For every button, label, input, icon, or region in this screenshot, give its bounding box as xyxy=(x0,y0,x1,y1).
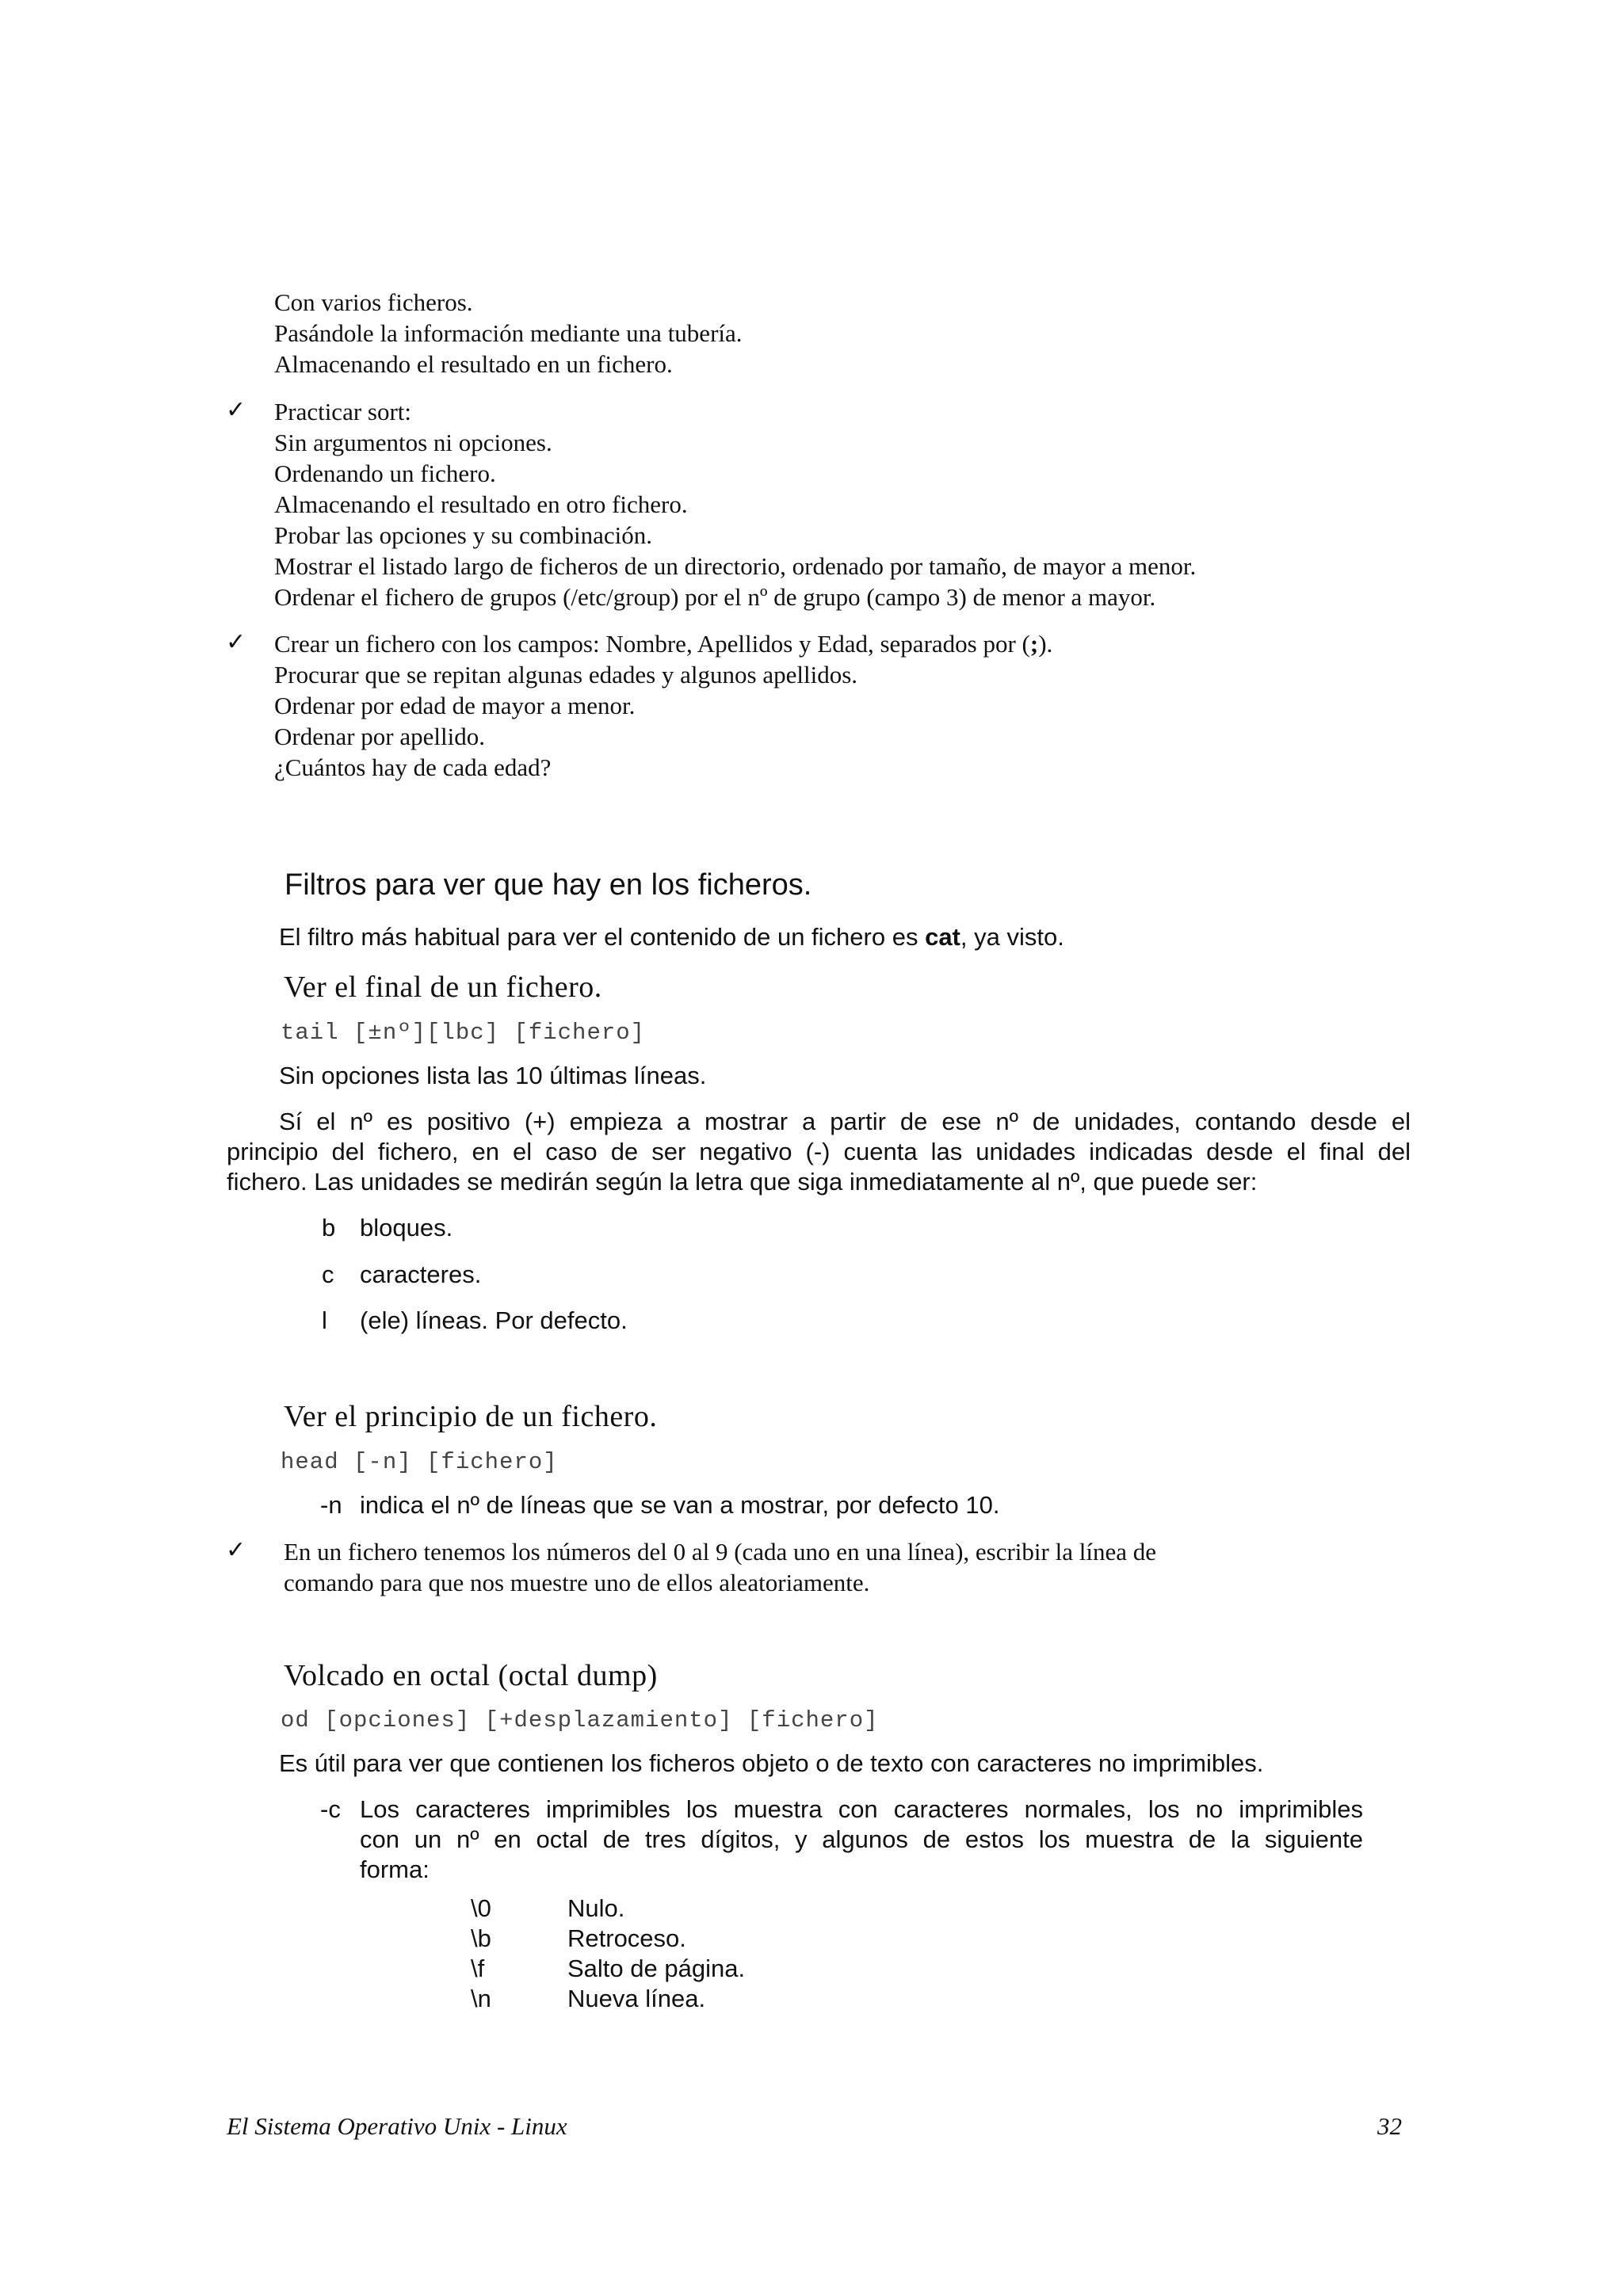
text-line: Ordenar por edad de mayor a menor. xyxy=(274,692,636,719)
text-line: Practicar sort: xyxy=(274,398,412,425)
command-syntax: head [-n] [fichero] xyxy=(281,1449,558,1475)
unit-desc: caracteres. xyxy=(360,1261,482,1288)
unit-desc: (ele) líneas. Por defecto. xyxy=(360,1306,628,1334)
escape-code: \f xyxy=(471,1955,485,1982)
text-line: comando para que nos muestre uno de ellos aleatoriamente. xyxy=(284,1569,870,1596)
text-line xyxy=(279,922,1064,952)
text-line: Almacenando el resultado en otro fichero. xyxy=(274,490,688,518)
text-line xyxy=(274,628,1052,659)
unit-desc: bloques. xyxy=(360,1214,453,1241)
bold-text: ; xyxy=(1029,630,1039,658)
subsection-heading: Volcado en octal (octal dump) xyxy=(284,1659,658,1692)
text-line: Pasándole la información mediante una tubería. xyxy=(274,319,743,347)
text-line: Sin argumentos ni opciones. xyxy=(274,429,552,456)
text-line: Sin opciones lista las 10 últimas líneas. xyxy=(279,1062,707,1089)
text-line: Procurar que se repitan algunas edades y algunos apellidos. xyxy=(274,661,858,688)
text-line: Ordenar por apellido. xyxy=(274,723,485,750)
text-line: ¿Cuántos hay de cada edad? xyxy=(274,753,552,781)
checkmark-icon: ✓ xyxy=(226,396,246,424)
option-key: -c xyxy=(320,1795,341,1823)
text-line: Es útil para ver que contienen los ficheros objeto o de texto con caracteres no imprimibles. xyxy=(279,1749,1264,1777)
escape-desc: Nueva línea. xyxy=(567,1985,706,2012)
text-span: ). xyxy=(1038,630,1053,658)
text-line: Con varios ficheros. xyxy=(274,288,473,316)
text-span: El filtro más habitual para ver el contenido de un fichero es xyxy=(279,923,926,951)
paragraph-line: principio del fichero, en el caso de ser negativo (-) cuenta las unidades indicadas desde el final del xyxy=(227,1138,1411,1165)
paragraph-line: fichero. Las unidades se medirán según la letra que siga inmediatamente al nº, que puede ser: xyxy=(227,1168,1258,1196)
command-syntax: od [opciones] [+desplazamiento] [fichero] xyxy=(281,1707,879,1733)
subsection-heading: Ver el principio de un fichero. xyxy=(284,1400,658,1433)
text-span: , ya visto. xyxy=(960,923,1064,951)
paragraph-line: Sí el nº es positivo (+) empieza a mostrar a partir de ese nº de unidades, contando desde el xyxy=(279,1108,1411,1135)
unit-key: c xyxy=(322,1261,334,1288)
option-desc-line: Los caracteres imprimibles los muestra con caracteres normales, los no imprimibles xyxy=(360,1795,1363,1823)
text-line: En un fichero tenemos los números del 0 al 9 (cada uno en una línea), escribir la línea de xyxy=(284,1538,1156,1566)
command-syntax: tail [±nº][lbc] [fichero] xyxy=(281,1020,646,1046)
escape-desc: Retroceso. xyxy=(567,1924,686,1952)
option-desc: indica el nº de líneas que se van a mostrar, por defecto 10. xyxy=(360,1491,1000,1519)
subsection-heading: Ver el final de un fichero. xyxy=(284,971,602,1004)
text-line: Ordenar el fichero de grupos (/etc/group) por el nº de grupo (campo 3) de menor a mayor. xyxy=(274,583,1156,611)
escape-code: \b xyxy=(471,1924,491,1952)
escape-code: \n xyxy=(471,1985,491,2012)
text-line: Probar las opciones y su combinación. xyxy=(274,521,652,549)
footer-title: El Sistema Operativo Unix - Linux xyxy=(227,2112,567,2140)
bold-text: cat xyxy=(925,923,960,951)
escape-code: \0 xyxy=(471,1894,491,1922)
text-span: Crear un fichero con los campos: Nombre, Apellidos y Edad, separados por ( xyxy=(274,630,1030,658)
unit-key: b xyxy=(322,1214,336,1241)
option-desc-line: con un nº en octal de tres dígitos, y algunos de estos los muestra de la siguiente xyxy=(360,1825,1363,1853)
text-line: Mostrar el listado largo de ficheros de un directorio, ordenado por tamaño, de mayor a menor. xyxy=(274,552,1197,580)
option-desc-line: forma: xyxy=(360,1855,430,1883)
checkmark-icon: ✓ xyxy=(226,1536,246,1564)
unit-key: l xyxy=(322,1306,327,1334)
text-line: Ordenando un fichero. xyxy=(274,460,496,487)
escape-desc: Salto de página. xyxy=(567,1955,746,1982)
text-line: Almacenando el resultado en un fichero. xyxy=(274,350,673,378)
section-heading: Filtros para ver que hay en los ficheros. xyxy=(285,868,812,902)
escape-desc: Nulo. xyxy=(567,1894,625,1922)
option-key: -n xyxy=(320,1491,342,1519)
page-number: 32 xyxy=(1377,2112,1402,2140)
checkmark-icon: ✓ xyxy=(226,628,246,656)
